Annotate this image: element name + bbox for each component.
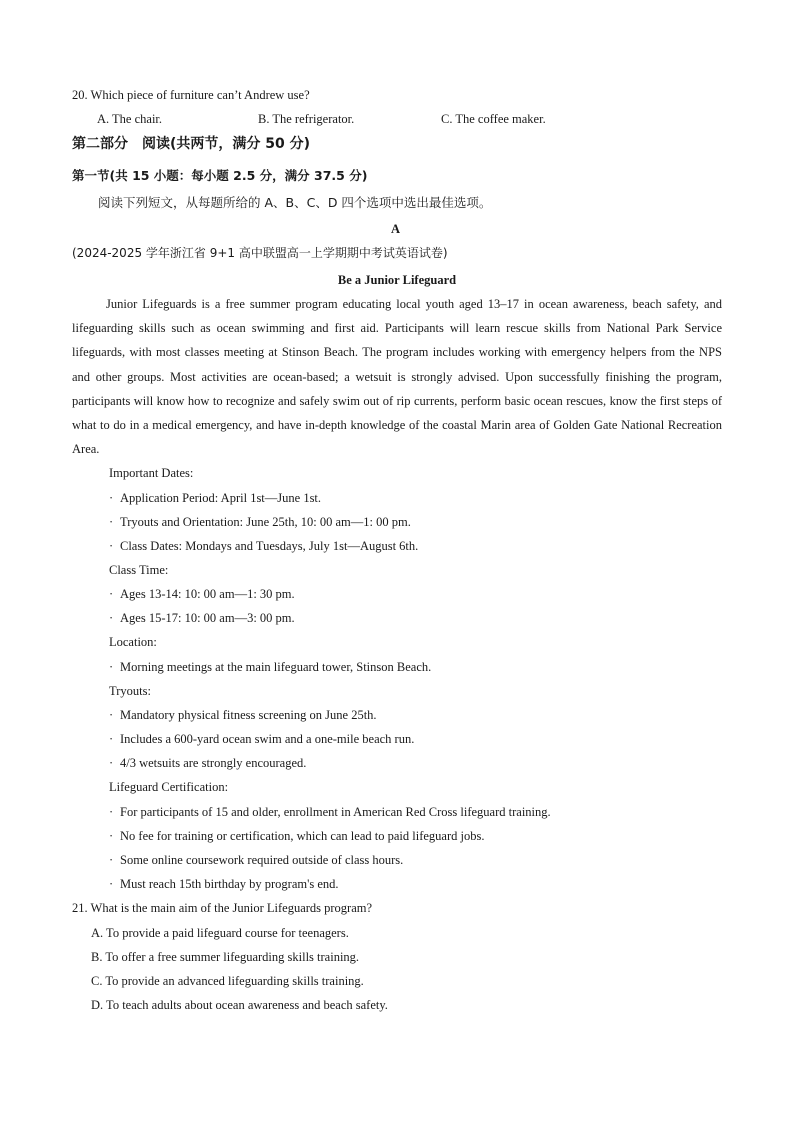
bullet: · <box>109 877 114 891</box>
location-item-text: Morning meetings at the main lifeguard tower, Stinson Beach. <box>120 660 432 674</box>
bullet: · <box>109 611 114 625</box>
bullet: · <box>109 829 114 843</box>
cert-item-text: Some online coursework required outside of class hours. <box>120 853 404 867</box>
tryouts-item-text: Includes a 600-yard ocean swim and a one-mile beach run. <box>120 732 415 746</box>
bullet: · <box>109 515 114 529</box>
q21-option-c: C. To provide an advanced lifeguarding skills training. <box>91 974 364 988</box>
dates-item <box>109 514 411 530</box>
time-item <box>109 610 295 626</box>
q20-option-c: C. The coffee maker. <box>441 112 546 126</box>
time-item <box>109 586 295 602</box>
time-heading: Class Time: <box>109 563 169 577</box>
bullet: · <box>109 805 114 819</box>
passage-title: Be a Junior Lifeguard <box>337 273 457 287</box>
time-item-text: Ages 13-14: 10: 00 am—1: 30 pm. <box>120 587 295 601</box>
dates-item <box>109 490 321 506</box>
dates-item-text: Tryouts and Orientation: June 25th, 10: 00 am—1: 00 pm. <box>120 515 411 529</box>
dates-item <box>109 538 418 554</box>
tryouts-item-text: 4/3 wetsuits are strongly encouraged. <box>120 756 307 770</box>
q20-question: 20. Which piece of furniture can’t Andrew use? <box>72 88 310 102</box>
section1-heading: 第一节(共 15 小题：每小题 2.5 分，满分 37.5 分) <box>72 168 368 183</box>
tryouts-item <box>109 707 377 723</box>
q21-option-a: A. To provide a paid lifeguard course for teenagers. <box>91 926 349 940</box>
passage-letter: A <box>391 222 401 236</box>
cert-item <box>109 828 484 844</box>
tryouts-item <box>109 755 306 771</box>
cert-item <box>109 852 403 868</box>
tryouts-item-text: Mandatory physical fitness screening on June 25th. <box>120 708 377 722</box>
part2-heading: 第二部分 阅读(共两节，满分 50 分) <box>72 136 311 152</box>
bullet: · <box>109 539 114 553</box>
q20-option-b: B. The refrigerator. <box>258 112 355 126</box>
dates-item-text: Class Dates: Mondays and Tuesdays, July 1st—August 6th. <box>120 539 419 553</box>
passage-paragraph: Junior Lifeguards is a free summer program educating local youth aged 13–17 in ocean awareness, beach safety, and lifeguarding skills such as ocean swimming and first aid. Participants will learn rescue skills from National Park Service lifeguards, with most classes meeting at Stinson Beach. The program includes working with emergency helpers from the NPS and other groups. Most activities are ocean-based; a wetsuit is strongly advised. Upon successfully finishing the program, participants will know how to recognize and safely swim out of rip currents, perform basic ocean rescues, know the first steps of what to do in a medical emergency, and have in-depth knowledge of the coastal Marin area of Golden Gate National Recreation Area. <box>72 297 722 457</box>
passage-source: (2024-2025 学年浙江省 9+1 高中联盟高一上学期期中考试英语试卷) <box>72 246 448 260</box>
bullet: · <box>109 491 114 505</box>
dates-item-text: Application Period: April 1st—June 1st. <box>120 491 322 505</box>
q20-option-a: A. The chair. <box>97 112 163 126</box>
cert-item <box>109 804 551 820</box>
cert-heading: Lifeguard Certification: <box>109 780 229 794</box>
bullet: · <box>109 732 114 746</box>
bullet: · <box>109 587 114 601</box>
bullet: · <box>109 756 114 770</box>
q21-option-d: D. To teach adults about ocean awareness and beach safety. <box>91 998 388 1012</box>
location-item <box>109 659 431 675</box>
cert-item-text: For participants of 15 and older, enrollment in American Red Cross lifeguard training. <box>120 805 551 819</box>
tryouts-item <box>109 731 414 747</box>
tryouts-heading: Tryouts: <box>109 684 151 698</box>
cert-item-text: No fee for training or certification, which can lead to paid lifeguard jobs. <box>120 829 485 843</box>
instruction-text: 阅读下列短文，从每题所给的 A、B、C、D 四个选项中选出最佳选项。 <box>98 195 492 210</box>
bullet: · <box>109 853 114 867</box>
time-item-text: Ages 15-17: 10: 00 am—3: 00 pm. <box>120 611 295 625</box>
cert-item <box>109 876 339 892</box>
q21-question: 21. What is the main aim of the Junior Lifeguards program? <box>72 901 373 915</box>
cert-item-text: Must reach 15th birthday by program's end. <box>120 877 339 891</box>
q21-option-b: B. To offer a free summer lifeguarding skills training. <box>91 950 360 964</box>
dates-heading: Important Dates: <box>109 466 194 480</box>
bullet: · <box>109 660 114 674</box>
bullet: · <box>109 708 114 722</box>
location-heading: Location: <box>109 635 157 649</box>
